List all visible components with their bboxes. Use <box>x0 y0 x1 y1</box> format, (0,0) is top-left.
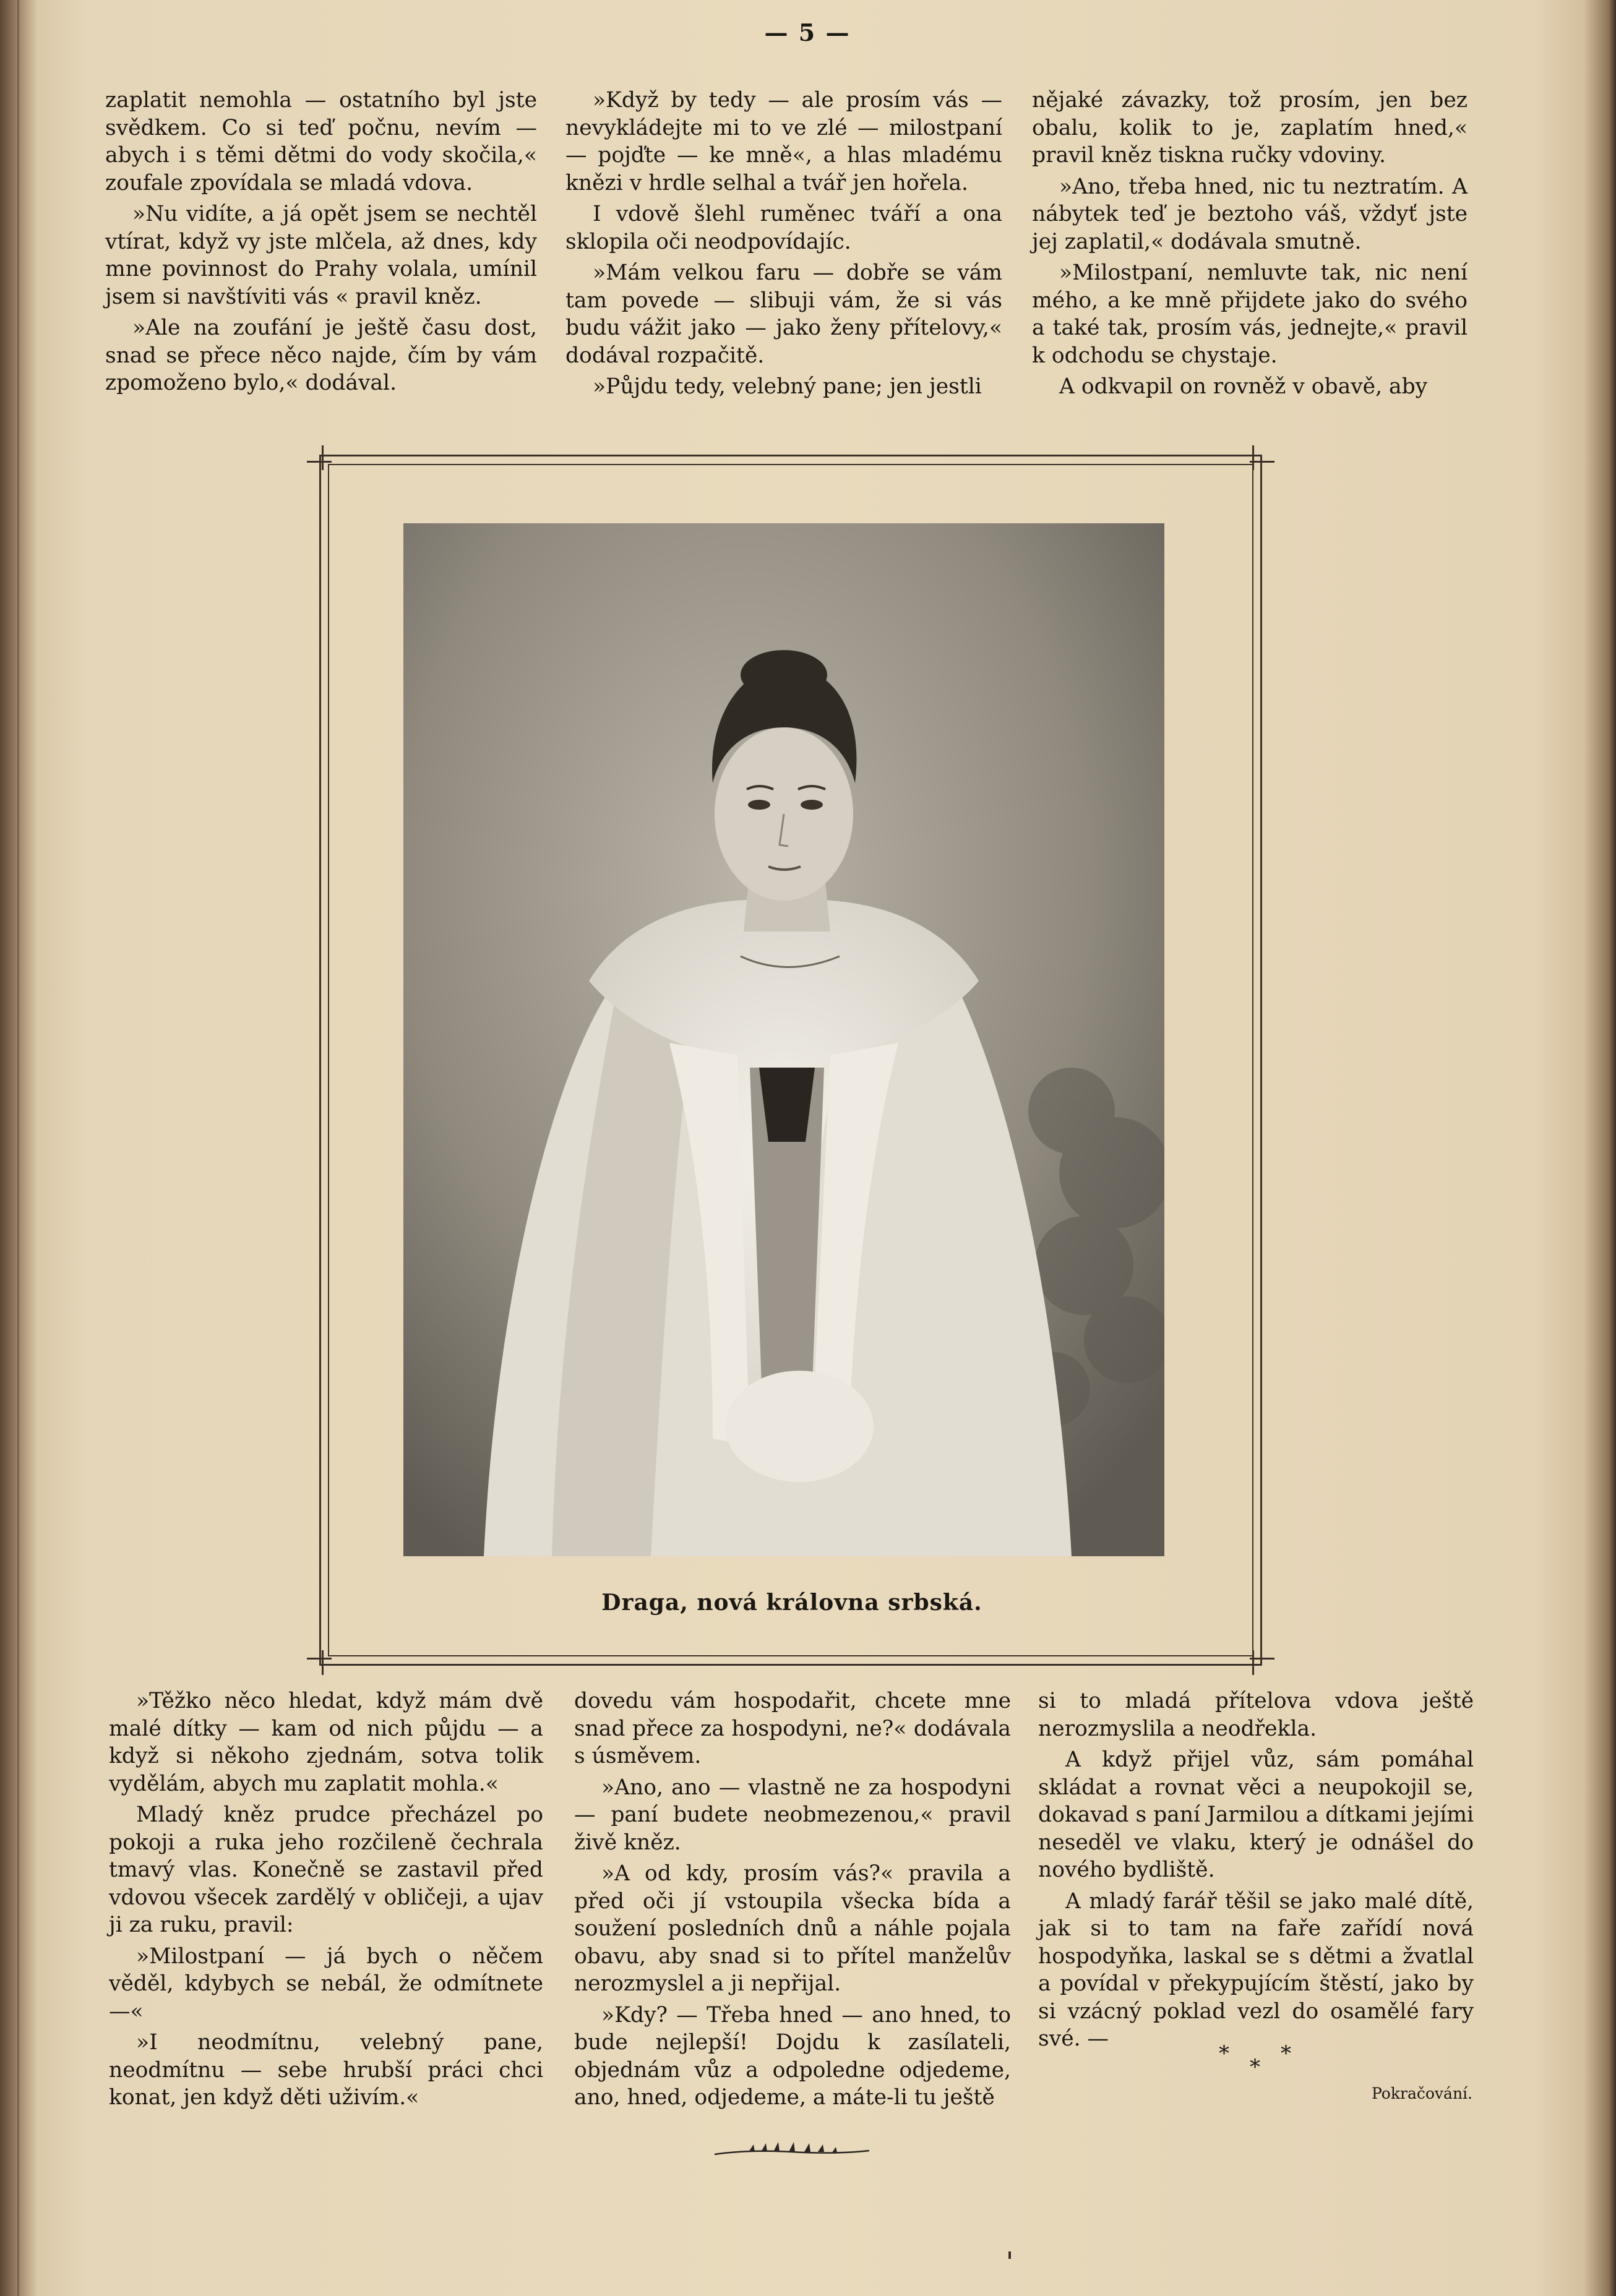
figure-caption: Draga, nová královna srbská. <box>601 1590 982 1616</box>
text-column-6 <box>1038 1687 1474 2057</box>
star-glyph: * <box>1281 2041 1291 2066</box>
frame-corner-tick <box>307 1658 332 1660</box>
text-column-5 <box>574 1687 1011 2115</box>
paragraph: A když přijel vůz, sám pomáhal skládat a rovnat věci a neupokojil se, dokavad s paní Jarmilou a dítkami jejími neseděl ve vlaku, který je odnášel do nového bydliště. <box>1038 1747 1474 1882</box>
text-column-2 <box>565 87 1002 405</box>
paragraph: »Půjdu tedy, velebný pane; jen jestli <box>593 374 982 399</box>
continued-note: Pokračování. <box>1372 2084 1472 2102</box>
section-stars <box>1188 2041 1312 2078</box>
paragraph: dovedu vám hospodařit, chcete mne snad přece za hospodyni, ne?« dodávala s úsměvem. <box>574 1689 1011 1768</box>
paragraph: nějaké závazky, tož prosím, jen bez obalu, kolik to je, zaplatím hned,« pravil kněz tiskna ručky vdoviny. <box>1032 88 1468 168</box>
paragraph: »Kdy? — Třeba hned — ano hned, to bude nejlepší! Dojdu k zasílateli, objednám vůz a odpoledne odjedeme, ano, hned, odjedeme, a máte-li tu ještě <box>574 2002 1011 2110</box>
text-column-4 <box>109 1687 543 2115</box>
paragraph: »Mám velkou faru — dobře se vám tam povede — slibuji vám, že si vás budu vážit jako — jako ženy přítelovy,« dodával rozpačitě. <box>565 260 1002 368</box>
paragraph: »Milostpaní — já bych o něčem věděl, kdybych se nebál, že odmítnete —« <box>109 1943 543 2024</box>
paragraph: »A od kdy, prosím vás?« pravila a před oči jí vstoupila všecka bída a soužení posledních dnů a náhle pojala obavu, aby snad si to přítel manželův nerozmyslel a ji nepřijal. <box>574 1861 1011 1996</box>
paragraph: »I neodmítnu, velebný pane, neodmítnu — sebe hrubší práci chci konat, jen když děti uživím.« <box>109 2030 543 2110</box>
paragraph: »Nu vidíte, a já opět jsem se nechtěl vtírat, když vy jste mlčela, až dnes, kdy mne povinnost do Prahy volala, umínil jsem si navštíviti vás « pravil kněz. <box>105 202 537 309</box>
star-glyph: * <box>1219 2041 1229 2066</box>
text-column-3 <box>1032 87 1468 405</box>
star-glyph: * <box>1250 2055 1260 2080</box>
paragraph: »Ale na zoufání je ještě času dost, snad se přece něco najde, čím by vám zpomoženo bylo,« dodával. <box>105 315 537 395</box>
paragraph: zaplatit nemohla — ostatního byl jste svědkem. Co si teď počnu, nevím — abych i s těmi dětmi do vody skočila,« zoufale zpovídala se mladá vdova. <box>105 88 537 195</box>
paragraph: »Ano, ano — vlastně ne za hospodyni — paní budete neobmezenou,« pravil živě kněz. <box>574 1775 1011 1855</box>
decorative-ornament-icon <box>711 2137 872 2162</box>
binding-gutter <box>17 0 19 2296</box>
paragraph: I vdově šlehl ruměnec tváří a ona sklopila oči neodpovídajíc. <box>565 202 1002 254</box>
page-number: — 5 — <box>764 19 851 46</box>
frame-corner-tick <box>322 1650 324 1675</box>
text-column-1 <box>105 87 537 401</box>
paragraph: »Těžko něco hledat, když mám dvě malé dítky — kam od nich půjdu — a když si někoho zjednám, sotva tolik vydělám, abych mu zaplatit mohla.« <box>109 1689 543 1796</box>
frame-corner-tick <box>1252 445 1254 470</box>
paragraph: »Milostpaní, nemluvte tak, nic není mého, a ke mně přijdete jako do svého a také tak, prosím vás, jednejte,« pravil k odchodu se chystaje. <box>1032 260 1468 368</box>
paragraph: A mladý farář těšil se jako malé dítě, jak si to tam na faře zařídí nová hospodyňka, laskal se s dětmi a žvatlal a povídal v překypujícím štěstí, jako by si vzácný poklad vezl do osamělé fary své. — <box>1038 1888 1474 2051</box>
portrait-photograph <box>403 523 1164 1556</box>
frame-corner-tick <box>322 445 324 470</box>
paragraph: »Když by tedy — ale prosím vás — nevykládejte mi to ve zlé — milostpaní — pojďte — ke mně«, a hlas mladému knězi v hrdle selhal a tvář jen hořela. <box>565 88 1002 195</box>
paragraph: si to mladá přítelova vdova ještě nerozmyslila a neodřekla. <box>1038 1689 1474 1741</box>
paragraph: »Ano, třeba hned, nic tu neztratím. A nábytek teď je beztoho váš, vždyť jste jej zaplatil,« dodávala smutně. <box>1032 174 1468 254</box>
paragraph: Mladý kněz prudce přecházel po pokoji a ruka jeho rozčileně čechrala tmavý vlas. Konečně se zastavil před vdovou všecek zardělý v obličeji, a ujav ji za ruku, pravil: <box>109 1802 543 1937</box>
frame-corner-tick <box>307 461 332 463</box>
paragraph: A odkvapil on rovněž v obavě, aby <box>1059 374 1428 399</box>
print-speck <box>1008 2251 1011 2259</box>
frame-corner-tick <box>1252 1650 1254 1675</box>
